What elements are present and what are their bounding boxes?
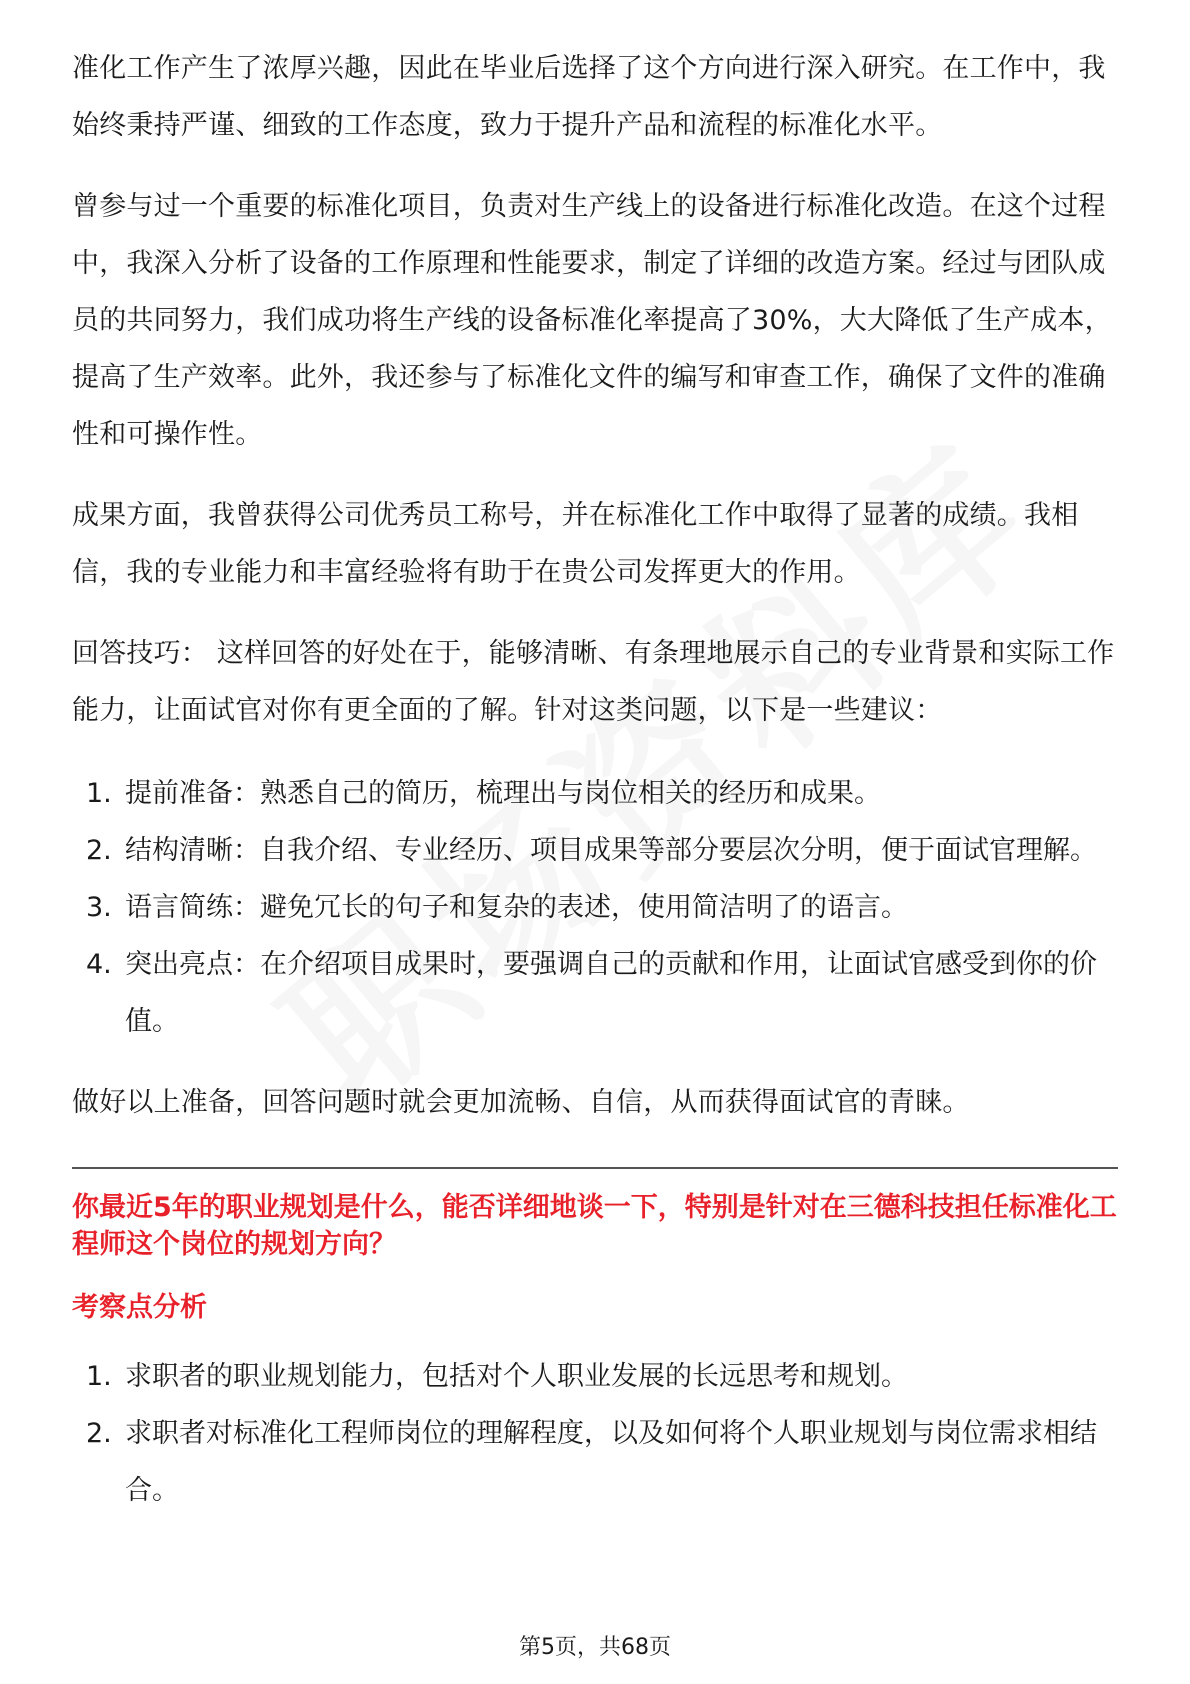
list-number: 4. [86, 949, 112, 980]
list-item-text: 提前准备：熟悉自己的简历，梳理出与岗位相关的经历和成果。 [125, 778, 881, 809]
list-number: 1. [86, 1361, 112, 1392]
list-item [72, 1405, 1118, 1519]
analysis-heading: 考察点分析 [72, 1292, 207, 1323]
list-item-text: 语言简练：避免冗长的句子和复杂的表述，使用简洁明了的语言。 [125, 892, 908, 923]
paragraph-closing: 做好以上准备，回答问题时就会更加流畅、自信，从而获得面试官的青睐。 [72, 1087, 970, 1118]
list-item-text: 求职者对标准化工程师岗位的理解程度，以及如何将个人职业规划与岗位需求相结合。 [125, 1418, 1097, 1506]
list-item [72, 936, 1118, 1050]
list-item-text: 结构清晰：自我介绍、专业经历、项目成果等部分要层次分明，便于面试官理解。 [125, 835, 1097, 866]
paragraph-achievements: 成果方面，我曾获得公司优秀员工称号，并在标准化工作中取得了显著的成绩。我相信，我的专业能力和丰富经验将有助于在贵公司发挥更大的作用。 [72, 500, 1079, 588]
page-footer: 第5页，共68页 [519, 1635, 671, 1660]
list-number: 3. [86, 892, 112, 923]
paragraph-intro: 准化工作产生了浓厚兴趣，因此在毕业后选择了这个方向进行深入研究。在工作中，我始终秉持严谨、细致的工作态度，致力于提升产品和流程的标准化水平。 [72, 53, 1106, 141]
section-divider [72, 1167, 1118, 1169]
analysis-list [72, 1348, 1118, 1519]
list-number: 2. [86, 1418, 112, 1449]
list-item [72, 822, 1118, 879]
paragraph-project: 曾参与过一个重要的标准化项目，负责对生产线上的设备进行标准化改造。在这个过程中，我深入分析了设备的工作原理和性能要求，制定了详细的改造方案。经过与团队成员的共同努力，我们成功将生产线的设备标准化率提高了30%，大大降低了生产成本，提高了生产效率。此外，我还参与了标准化文件的编写和审查工作，确保了文件的准确性和可操作性。 [72, 191, 1112, 450]
list-item-text: 突出亮点：在介绍项目成果时，要强调自己的贡献和作用，让面试官感受到你的价值。 [125, 949, 1097, 1037]
tips-list [72, 765, 1118, 1050]
list-item [72, 879, 1118, 936]
list-number: 2. [86, 835, 112, 866]
list-item [72, 765, 1118, 822]
list-number: 1. [86, 778, 112, 809]
interview-question: 你最近5年的职业规划是什么，能否详细地谈一下，特别是针对在三德科技担任标准化工程师这个岗位的规划方向？ [72, 1192, 1117, 1260]
paragraph-answer-tips: 回答技巧： 这样回答的好处在于，能够清晰、有条理地展示自己的专业背景和实际工作能力，让面试官对你有更全面的了解。针对这类问题，以下是一些建议： [72, 638, 1115, 726]
list-item [72, 1348, 1118, 1405]
list-item-text: 求职者的职业规划能力，包括对个人职业发展的长远思考和规划。 [125, 1361, 908, 1392]
document-page [72, 40, 1118, 1519]
